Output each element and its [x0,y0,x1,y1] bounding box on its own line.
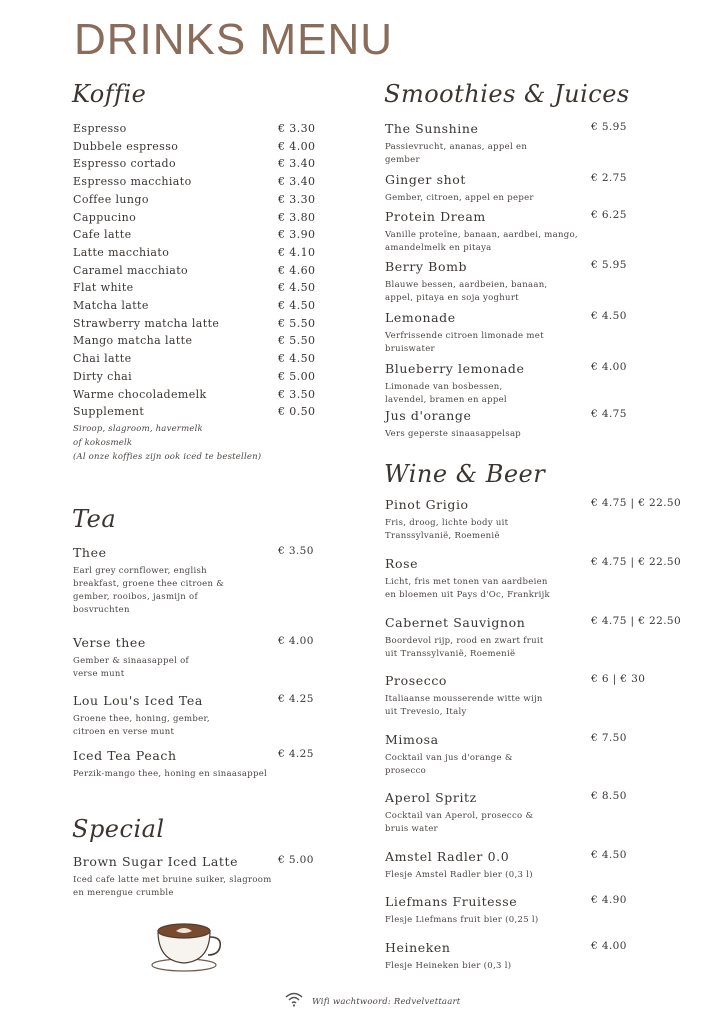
coffee-cup-icon [150,915,222,973]
item-name: Caramel macchiato [73,263,189,277]
item-name: Liefmans Fruitesse [385,894,518,909]
koffie-note [73,422,261,464]
item-name: Cabernet Sauvignon [385,615,526,630]
item-description: breakfast, groene thee citroen & [73,579,225,589]
item-description: bosvruchten [73,605,130,615]
section-heading-tea: Tea [72,505,117,533]
menu-row [73,228,318,246]
item-description: Blauwe bessen, aardbeien, banaan, [385,280,548,290]
menu-row [73,193,318,211]
item-description: Transsylvanië, Roemenië [385,531,500,541]
item-price: € 3.50 [278,545,314,557]
item-name: Iced Tea Peach [73,748,177,763]
menu-row [73,299,318,317]
item-price: € 4.75 | € 22.50 [591,497,682,509]
menu-row [73,388,318,406]
item-description: Earl grey cornflower, english [73,566,207,576]
item-price: € 3.90 [278,228,316,242]
section-heading-wine: Wine & Beer [384,460,546,488]
item-price: € 4.10 [278,245,316,259]
menu-row [73,246,318,264]
item-description: Cocktail van jus d'orange & [385,753,513,763]
item-name: Blueberry lemonade [385,361,525,376]
item-description: en bloemen uit Pays d'Oc, Frankrijk [385,590,550,600]
item-name: Espresso macchiato [73,175,192,189]
menu-row [73,352,318,370]
item-name: Protein Dream [385,209,486,224]
item-name: Warme chocolademelk [73,387,207,401]
menu-row [73,317,318,335]
item-price: € 3.40 [278,157,316,171]
menu-row [73,281,318,299]
item-description: Licht, fris met tonen van aardbeien [385,577,548,587]
item-price: € 5.00 [278,369,316,383]
item-name: Mimosa [385,732,439,747]
item-description: Cocktail van Aperol, prosecco & [385,811,534,821]
item-price: € 4.00 [591,361,627,373]
item-price: € 7.50 [591,732,627,744]
page-title: DRINKS MENU [74,15,394,64]
item-name: Verse thee [73,635,146,650]
item-name: Strawberry matcha latte [73,316,220,330]
item-name: Heineken [385,940,451,955]
item-description: Iced cafe latte met bruine suiker, slagroom [73,875,272,885]
item-description: citroen en verse munt [73,727,175,737]
item-price: € 0.50 [278,405,316,419]
item-name: Ginger shot [385,172,466,187]
item-description: Gember, citroen, appel en peper [385,193,534,203]
item-name: Jus d'orange [385,408,472,423]
item-price: € 6 | € 30 [591,673,646,685]
item-description: Flesje Heineken bier (0,3 l) [385,961,512,971]
item-description: Gember & sinaasappel of [73,656,190,666]
item-price: € 4.50 [278,281,316,295]
item-name: Amstel Radler 0.0 [385,849,510,864]
item-price: € 4.60 [278,263,316,277]
section-heading-smoothies: Smoothies & Juices [384,80,630,108]
item-description: Boordevol rijp, rood en zwart fruit [385,636,544,646]
item-description: uit Transsylvanië, Roemenië [385,649,516,659]
item-name: Supplement [73,405,145,419]
item-price: € 8.50 [591,790,627,802]
item-name: Dubbele espresso [73,139,179,153]
item-description: lavendel, bramen en appel [385,395,507,405]
menu-row [73,370,318,388]
item-price: € 3.40 [278,175,316,189]
item-description: bruis water [385,824,438,834]
item-price: € 4.25 [278,748,314,760]
menu-row [73,405,318,423]
item-description: prosecco [385,766,427,776]
item-description: bruiswater [385,344,435,354]
item-description: en merengue crumble [73,888,174,898]
item-name: Aperol Spritz [385,790,477,805]
item-price: € 5.00 [278,854,314,866]
item-name: Pinot Grigio [385,497,469,512]
item-description: gember [385,155,420,165]
item-price: € 3.30 [278,122,316,135]
section-heading-koffie: Koffie [72,80,147,108]
item-price: € 3.30 [278,192,316,206]
item-name: The Sunshine [385,121,479,136]
item-description: amandelmelk en pitaya [385,243,492,253]
item-description: Vers geperste sinaasappelsap [385,429,522,439]
item-description: Groene thee, honing, gember, [73,714,210,724]
item-name: Coffee lungo [73,192,149,206]
item-name: Berry Bomb [385,259,468,274]
menu-row [73,122,318,140]
menu-row [73,157,318,175]
item-price: € 2.75 [591,172,627,184]
item-description: gember, rooibos, jasmijn of [73,592,198,602]
item-name: Lemonade [385,310,456,325]
item-price: € 4.25 [278,693,314,705]
item-price: € 4.50 [278,299,316,312]
item-description: Italiaanse mousserende witte wijn [385,694,543,704]
item-price: € 4.50 [278,352,316,366]
item-name: Espresso cortado [73,157,176,171]
koffie-note-line: Siroop, slagroom, havermelk [73,424,203,434]
item-price: € 3.80 [278,210,316,224]
wifi-password-text: Wifi wachtwoord: Redvelvettaart [312,997,461,1007]
item-description: uit Trevesio, Italy [385,707,467,717]
item-name: Matcha latte [73,299,149,312]
item-price: € 4.00 [591,940,627,952]
item-name: Brown Sugar Iced Latte [73,854,239,869]
item-description: appel, pitaya en soja yoghurt [385,293,519,303]
item-name: Cappucino [73,210,137,224]
item-name: Cafe latte [73,228,132,242]
item-price: € 5.95 [591,121,627,133]
koffie-note-line: of kokosmelk [73,438,133,448]
item-name: Flat white [73,281,134,295]
wifi-icon [284,991,304,1007]
item-name: Mango matcha latte [73,334,193,348]
item-description: Flesje Liefmans fruit bier (0,25 l) [385,915,539,925]
section-heading-special: Special [72,815,165,843]
item-description: Verfrissende citroen limonade met [385,331,544,341]
menu-row [73,334,318,352]
item-price: € 4.90 [591,894,627,906]
item-description: Flesje Amstel Radler bier (0,3 l) [385,870,533,880]
item-name: Chai latte [73,352,132,366]
menu-row [73,211,318,229]
item-description: Limonade van bosbessen, [385,382,503,392]
item-description: verse munt [73,669,125,679]
item-name: Thee [73,545,107,560]
item-description: Vanille proteïne, banaan, aardbei, mango, [385,230,578,240]
item-price: € 4.50 [591,310,627,322]
item-price: € 4.75 [591,408,627,420]
item-price: € 3.50 [278,387,316,401]
item-price: € 4.00 [278,635,314,647]
item-description: Fris, droog, lichte body uit [385,518,509,528]
item-name: Prosecco [385,673,448,688]
item-price: € 5.95 [591,259,627,271]
menu-row [73,264,318,282]
item-description: Perzik-mango thee, honing en sinaasappel [73,769,268,779]
item-price: € 4.75 | € 22.50 [591,556,682,568]
item-price: € 5.50 [278,316,316,330]
item-name: Dirty chai [73,369,133,383]
item-price: € 5.50 [278,334,316,348]
item-name: Rose [385,556,419,571]
item-name: Lou Lou's Iced Tea [73,693,203,708]
item-price: € 4.50 [591,849,627,861]
item-price: € 4.00 [278,139,316,153]
item-name: Espresso [73,122,127,135]
item-name: Latte macchiato [73,245,170,259]
item-price: € 4.75 | € 22.50 [591,615,682,627]
item-price: € 6.25 [591,209,627,221]
menu-row [73,175,318,193]
item-description: Passievrucht, ananas, appel en [385,142,528,152]
koffie-note-line: (Al onze koffies zijn ook iced te bestellen) [73,452,262,462]
menu-row [73,140,318,158]
